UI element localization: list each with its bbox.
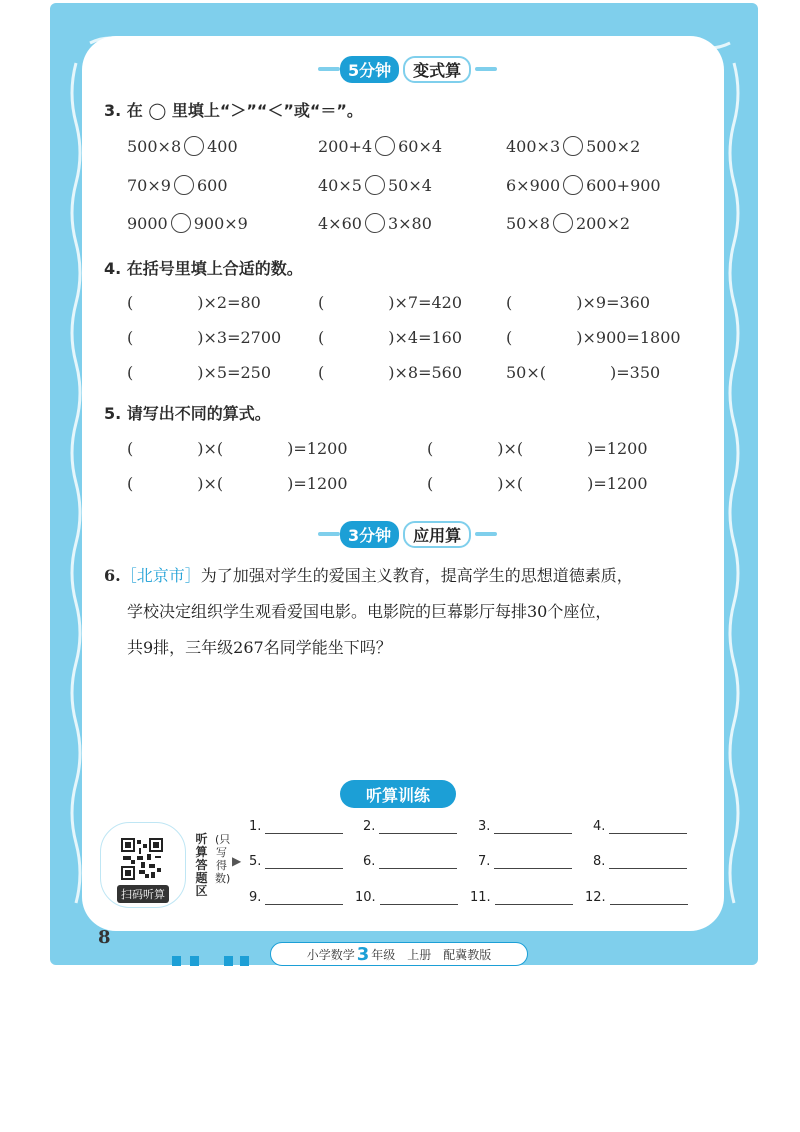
question-6-line-2: 学校决定组织学生观看爱国电影。电影院的巨幕影厅每排30个座位， xyxy=(127,602,612,621)
fill-blank-item[interactable]: ( )×4=160 xyxy=(318,328,463,347)
compare-item: 4×60 3×80 xyxy=(318,213,432,233)
section-header-3min xyxy=(318,521,497,547)
fill-blank-item[interactable]: ( )×2=80 xyxy=(127,293,261,312)
header-line-left xyxy=(318,67,340,71)
answer-circle[interactable] xyxy=(563,175,583,195)
decor-block xyxy=(224,956,233,966)
fill-blank-item[interactable]: ( )×900=1800 xyxy=(506,328,681,347)
page-number: 8 xyxy=(98,927,111,948)
compare-item: 70×9 600 xyxy=(127,175,228,195)
listening-title: 听算训练 xyxy=(340,780,456,808)
question-5-label: 5. 请写出不同的算式。 xyxy=(104,404,271,423)
answer-slot[interactable]: 7. xyxy=(478,854,572,869)
answer-slot[interactable]: 3. xyxy=(478,819,572,834)
header-line-right xyxy=(475,532,497,536)
answer-slot[interactable]: 6. xyxy=(363,854,457,869)
fill-blank-item[interactable]: ( )×5=250 xyxy=(127,363,272,382)
equation-blank[interactable]: ( )×( )=1200 xyxy=(427,474,648,493)
compare-item: 6×900 600+900 xyxy=(506,175,661,195)
compare-item: 400×3 500×2 xyxy=(506,136,641,156)
fill-blank-item[interactable]: ( )×8=560 xyxy=(318,363,463,382)
footer-edition: 年级 上册 配冀教版 xyxy=(371,947,492,962)
decor-block xyxy=(190,956,199,966)
section-header-5min xyxy=(318,56,497,82)
answer-circle[interactable] xyxy=(365,213,385,233)
equation-blank[interactable]: ( )×( )=1200 xyxy=(127,474,348,493)
answer-circle[interactable] xyxy=(553,213,573,233)
answer-area-label: 听算答题区 xyxy=(195,832,208,898)
fill-blank-item[interactable]: ( )×3=2700 xyxy=(127,328,282,347)
answer-slot[interactable]: 4. xyxy=(593,819,687,834)
answer-slot[interactable]: 11. xyxy=(470,890,573,905)
decor-block xyxy=(240,956,249,966)
answer-area-note: (只写得数) xyxy=(215,833,231,885)
answer-circle[interactable] xyxy=(171,213,191,233)
section-title: 应用算 xyxy=(403,521,471,548)
answer-slot[interactable]: 8. xyxy=(593,854,687,869)
compare-item: 500×8 400 xyxy=(127,136,238,156)
header-line-left xyxy=(318,532,340,536)
answer-slot[interactable]: 2. xyxy=(363,819,457,834)
equation-blank[interactable]: ( )×( )=1200 xyxy=(127,439,348,458)
fill-blank-item[interactable]: ( )×7=420 xyxy=(318,293,463,312)
section-title: 变式算 xyxy=(403,56,471,83)
answer-circle[interactable] xyxy=(365,175,385,195)
fill-blank-item[interactable]: ( )×9=360 xyxy=(506,293,651,312)
compare-item: 50×8 200×2 xyxy=(506,213,631,233)
answer-circle[interactable] xyxy=(563,136,583,156)
compare-item: 200+4 60×4 xyxy=(318,136,443,156)
footer-grade: 3 xyxy=(356,943,370,965)
equation-blank[interactable]: ( )×( )=1200 xyxy=(427,439,648,458)
question-6-number: 6. xyxy=(104,566,121,585)
time-badge: 5分钟 xyxy=(340,56,399,83)
answer-slot[interactable]: 1. xyxy=(249,819,343,834)
answer-circle[interactable] xyxy=(174,175,194,195)
answer-slot[interactable]: 9. xyxy=(249,890,343,905)
region-tag: ［北京市］ xyxy=(120,566,201,585)
compare-item: 40×5 50×4 xyxy=(318,175,432,195)
header-line-right xyxy=(475,67,497,71)
qr-code-icon[interactable] xyxy=(121,838,163,880)
compare-item: 9000 900×9 xyxy=(127,213,248,233)
answer-slot[interactable]: 10. xyxy=(355,890,458,905)
decor-block xyxy=(172,956,181,966)
question-4-label: 4. 在括号里填上合适的数。 xyxy=(104,259,303,278)
answer-slot[interactable]: 5. xyxy=(249,854,343,869)
footer-subject: 小学数学 xyxy=(306,947,355,962)
answer-slot[interactable]: 12. xyxy=(585,890,688,905)
answer-circle[interactable] xyxy=(375,136,395,156)
answer-circle[interactable] xyxy=(184,136,204,156)
question-6-line-3: 共9排，三年级267名同学能坐下吗？ xyxy=(127,638,392,657)
book-footer xyxy=(270,942,528,966)
question-6-line-1: 6.［北京市］为了加强对学生的爱国主义教育，提高学生的思想道德素质， xyxy=(104,566,633,585)
qr-label: 扫码听算 xyxy=(117,885,169,903)
time-badge: 3分钟 xyxy=(340,521,399,548)
fill-blank-item[interactable]: 50×( )=350 xyxy=(506,363,661,382)
question-3-label: 3. 在 ◯ 里填上“＞”“＜”或“＝”。 xyxy=(104,101,363,120)
arrow-right-icon: ▶ xyxy=(232,854,242,868)
